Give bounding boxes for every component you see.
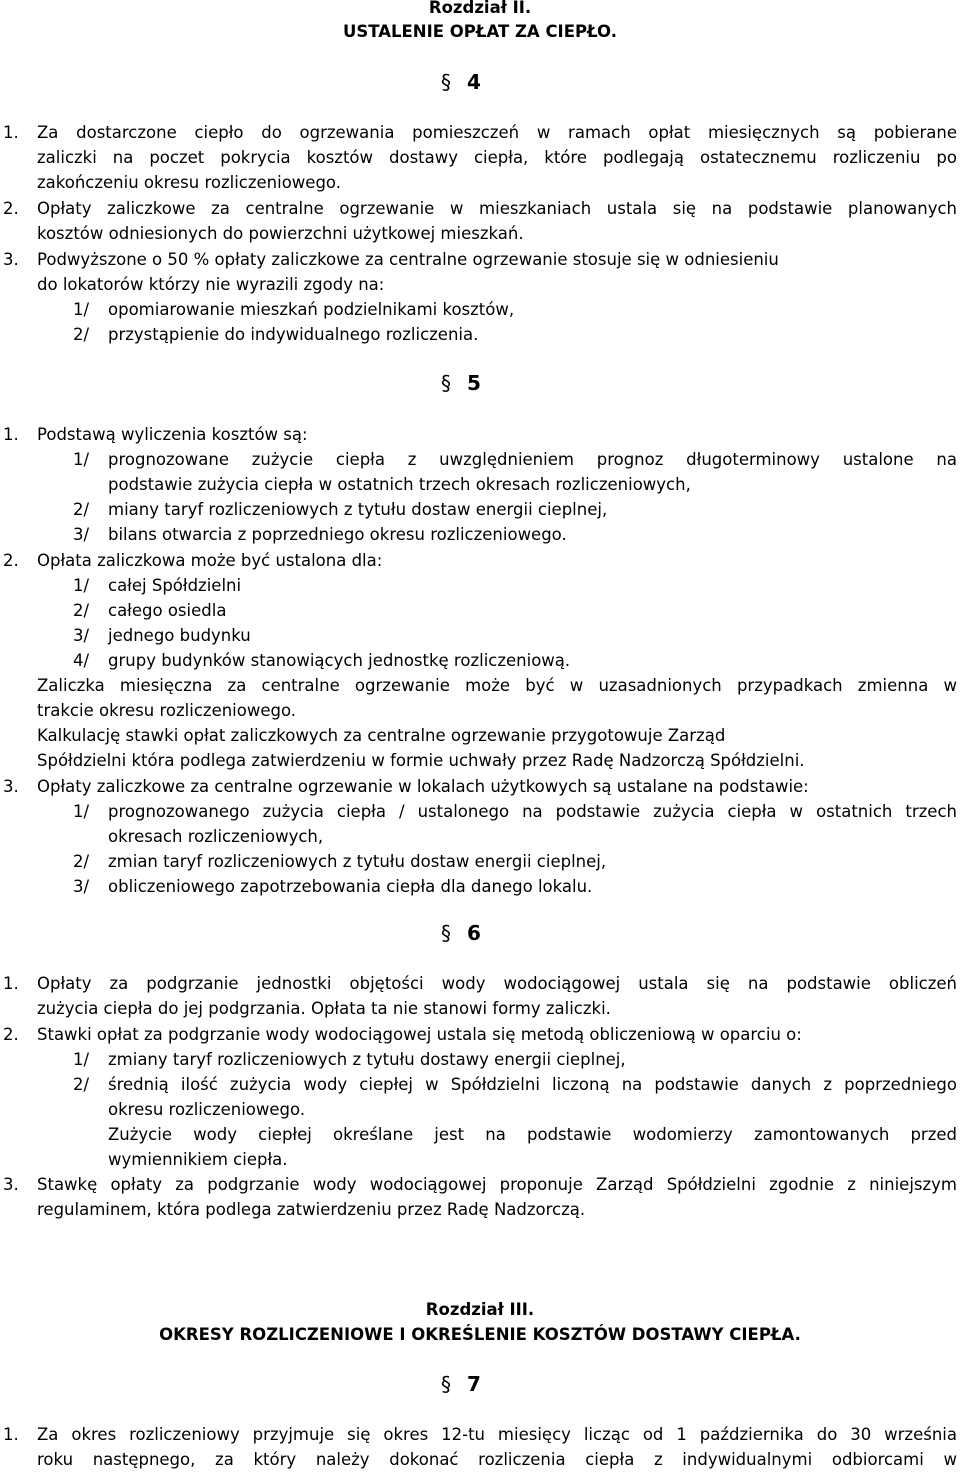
section-heading-7: [441, 1372, 481, 1397]
paragraph-line: Za dostarczone ciepło do ogrzewania pomieszczeń w ramach opłat miesięcznych są pobierane: [37, 123, 957, 142]
list-item-number: 2/: [73, 1075, 90, 1094]
item-number: 1.: [3, 974, 19, 993]
item-number: 2.: [3, 551, 19, 570]
list-item-number: 2/: [73, 500, 90, 519]
chapter-subtitle: OKRESY ROZLICZENIOWE I OKREŚLENIE KOSZTÓW DOSTAWY CIEPŁA.: [159, 1325, 801, 1344]
paragraph-line: Opłaty za podgrzanie jednostki objętości wody wodociągowej ustala się na podstawie obliczeń: [37, 974, 957, 993]
paragraph-line: kosztów odniesionych do powierzchni użytkowej mieszkań.: [37, 224, 524, 243]
list-item-number: 2/: [73, 852, 90, 871]
item-number: 1.: [3, 1425, 19, 1444]
paragraph-line: Zaliczka miesięczna za centralne ogrzewanie może być w uzasadnionych przypadkach zmienna w: [37, 676, 957, 695]
chapter-title: Rozdział III.: [425, 1300, 535, 1319]
paragraph-line: do lokatorów którzy nie wyrazili zgody na:: [37, 275, 385, 294]
section-sign: §: [441, 70, 451, 94]
paragraph-line: Spółdzielni która podlega zatwierdzeniu w formie uchwały przez Radę Nadzorczą Spółdzielni.: [37, 751, 805, 770]
item-number: 3.: [3, 1175, 19, 1194]
list-item: jednego budynku: [108, 626, 251, 645]
paragraph-line: Podwyższone o 50 % opłaty zaliczkowe za centralne ogrzewanie stosuje się w odniesieniu: [37, 250, 779, 269]
list-item: całej Spółdzielni: [108, 576, 242, 595]
item-number: 1.: [3, 425, 19, 444]
paragraph-line: Kalkulację stawki opłat zaliczkowych za centralne ogrzewanie przygotowuje Zarząd: [37, 726, 726, 745]
item-number: 1.: [3, 123, 19, 142]
list-item: bilans otwarcia z poprzedniego okresu rozliczeniowego.: [108, 525, 567, 544]
list-item: zmian taryf rozliczeniowych z tytułu dostaw energii cieplnej,: [108, 852, 607, 871]
list-item: miany taryf rozliczeniowych z tytułu dostaw energii cieplnej,: [108, 500, 608, 519]
list-item-number: 3/: [73, 877, 90, 896]
section-heading-4: [441, 70, 481, 95]
list-item-number: 3/: [73, 525, 90, 544]
section-number: 7: [467, 1372, 481, 1396]
list-item-number: 1/: [73, 300, 90, 319]
list-item-number: 1/: [73, 576, 90, 595]
list-item: prognozowane zużycie ciepła z uwzględnieniem prognoz długoterminowy ustalone na: [108, 450, 957, 469]
paragraph-line: Stawkę opłaty za podgrzanie wody wodociągowej proponuje Zarząd Spółdzielni zgodnie z niniejszym: [37, 1175, 957, 1194]
list-item: prognozowanego zużycia ciepła / ustalonego na podstawie zużycia ciepła w ostatnich trzech: [108, 802, 957, 821]
list-item-number: 3/: [73, 626, 90, 645]
list-item: okresach rozliczeniowych,: [108, 827, 324, 846]
paragraph-line: Stawki opłat za podgrzanie wody wodociągowej ustala się metodą obliczeniową w oparciu o:: [37, 1025, 802, 1044]
paragraph-line: Opłata zaliczkowa może być ustalona dla:: [37, 551, 383, 570]
section-sign: §: [441, 921, 451, 945]
item-number: 2.: [3, 199, 19, 218]
list-item: obliczeniowego zapotrzebowania ciepła dla danego lokalu.: [108, 877, 593, 896]
list-item: średnią ilość zużycia wody ciepłej w Spółdzielni liczoną na podstawie danych z poprzedniego: [108, 1075, 957, 1094]
list-item-number: 2/: [73, 601, 90, 620]
paragraph-line: zużycia ciepła do jej podgrzania. Opłata ta nie stanowi formy zaliczki.: [37, 999, 611, 1018]
section-number: 5: [467, 371, 481, 395]
list-item-number: 1/: [73, 1050, 90, 1069]
list-item: grupy budynków stanowiących jednostkę rozliczeniową.: [108, 651, 571, 670]
paragraph-line: trakcie okresu rozliczeniowego.: [37, 701, 297, 720]
paragraph-line: regulaminem, która podlega zatwierdzeniu przez Radę Nadzorczą.: [37, 1200, 586, 1219]
item-number: 3.: [3, 777, 19, 796]
chapter-title: Rozdział II.: [428, 0, 532, 17]
paragraph-line: Opłaty zaliczkowe za centralne ogrzewanie w mieszkaniach ustala się na podstawie planowanych: [37, 199, 957, 218]
paragraph-line: Opłaty zaliczkowe za centralne ogrzewanie w lokalach użytkowych są ustalane na podstawie:: [37, 777, 809, 796]
list-item: wymiennikiem ciepła.: [108, 1150, 288, 1169]
paragraph-line: zakończeniu okresu rozliczeniowego.: [37, 173, 341, 192]
list-item: podstawie zużycia ciepła w ostatnich trzech okresach rozliczeniowych,: [108, 475, 691, 494]
list-item-number: 1/: [73, 802, 90, 821]
section-number: 6: [467, 921, 481, 945]
list-item: Zużycie wody ciepłej określane jest na podstawie wodomierzy zamontowanych przed: [108, 1125, 957, 1144]
section-heading-5: [441, 371, 481, 396]
list-item: przystąpienie do indywidualnego rozliczenia.: [108, 325, 479, 344]
paragraph-line: Za okres rozliczeniowy przyjmuje się okres 12-tu miesięcy licząc od 1 października do 30 września: [37, 1425, 957, 1444]
item-number: 2.: [3, 1025, 19, 1044]
list-item-number: 2/: [73, 325, 90, 344]
list-item: zmiany taryf rozliczeniowych z tytułu dostawy energii cieplnej,: [108, 1050, 626, 1069]
list-item: całego osiedla: [108, 601, 227, 620]
list-item: okresu rozliczeniowego.: [108, 1100, 306, 1119]
section-heading-6: [441, 921, 481, 946]
section-sign: §: [441, 371, 451, 395]
item-number: 3.: [3, 250, 19, 269]
chapter-subtitle: USTALENIE OPŁAT ZA CIEPŁO.: [342, 22, 617, 41]
paragraph-line: Podstawą wyliczenia kosztów są:: [37, 425, 308, 444]
section-number: 4: [467, 70, 481, 94]
paragraph-line: zaliczki na poczet pokrycia kosztów dostawy ciepła, które podlegają ostatecznemu rozliczeniu po: [37, 148, 957, 167]
list-item: opomiarowanie mieszkań podzielnikami kosztów,: [108, 300, 515, 319]
section-sign: §: [441, 1372, 451, 1396]
list-item-number: 1/: [73, 450, 90, 469]
list-item-number: 4/: [73, 651, 90, 670]
paragraph-line: roku następnego, za który należy dokonać rozliczenia ciepła z indywidualnymi odbiorcami w: [37, 1450, 957, 1469]
